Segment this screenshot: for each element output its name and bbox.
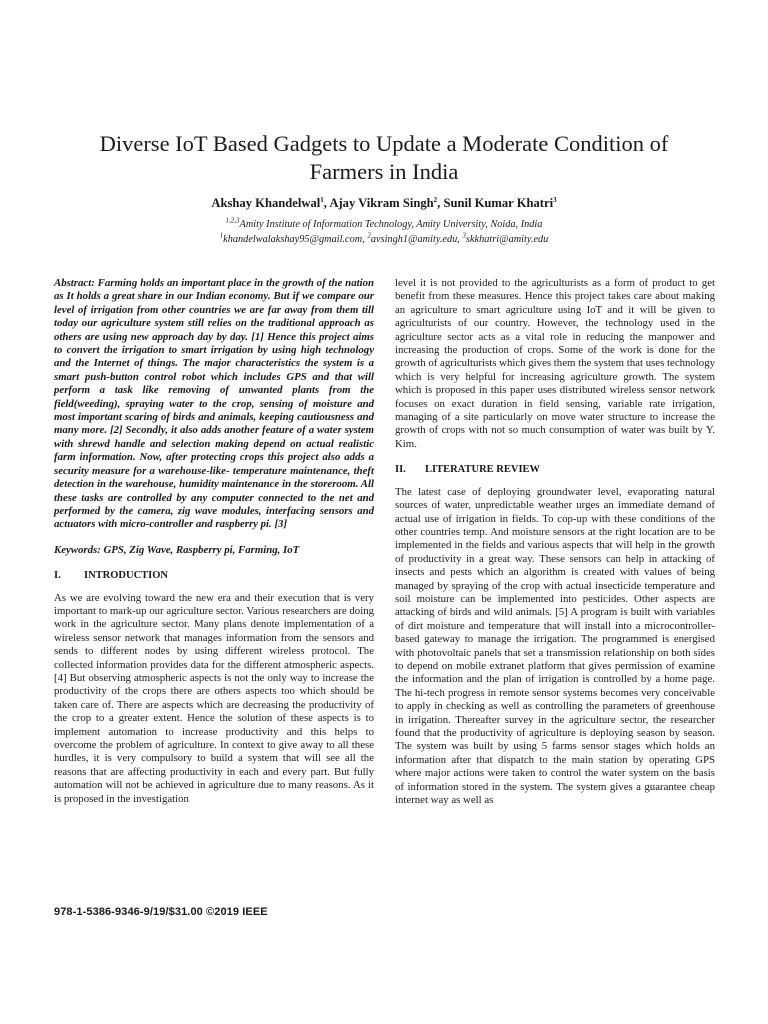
- author-email: avsingh1@amity.edu: [370, 234, 458, 245]
- author-sup: 2: [433, 195, 438, 204]
- affiliation-text: Amity Institute of Information Technology, Amity University, Noida, India: [239, 219, 543, 230]
- author-list: Akshay Khandelwal$^1$, Ajay Vikram Singh$^2$, Sunil Kumar Khatri$^3$: [211, 195, 557, 210]
- email-sup: 3: [462, 231, 466, 240]
- author-name: Ajay Vikram Singh: [329, 196, 434, 210]
- author-sup: 3: [553, 195, 557, 204]
- keywords: Keywords: GPS, Zig Wave, Raspberry pi, Farming, IoT: [54, 543, 300, 556]
- affiliation-sup: 1,2,3: [225, 216, 240, 225]
- section-number: I.: [54, 570, 61, 582]
- section-heading: [54, 569, 374, 582]
- author-sup: 1: [320, 195, 324, 204]
- section-body: The latest case of deploying groundwater level, evaporating natural sources of water, unpredictable weather urges an immediate demand of actual use of irrigation in fields. To cop-up with these conditions of the other countries temp. And moisture sensors at the right location are to be implemented in the fields and various aspects that will help in the growth of productivity in a great way. These sensors can help in attacking of insects and pests which an algorithm is created with values of being managed by spraying of the crop with actual insecticide temperature and soil moisture can be implemented into pesticides. Other aspects are attacking of birds and wild animals. [5] A program is built with variables of dirt moisture and temperature that will install into a microcontroller-based gateway to manage the irrigation. The programmed is energised with photovoltaic panels that set a transmission relationship on both sides to depend on mobile extranet platform that gives permission of examine the information and the plan of irrigation is controlled by a home page. The hi-tech progress in remote sensor systems becomes very conceivable to apply in checking as well as controlling the parameters of greenhouse in irrigation. Thereafter survey in the agriculture sector, the researcher found that the productivity of agriculture is deploying season by season. The system was built by using 5 farms sensor stages which holds an information after that dispatch to the main station by operating GPS where major actions were taken to control the water system on the basis of information stored in the system. The system gives a guarantee cheap internet way as well as: [395, 485, 715, 807]
- email-line: $^1$khandelwalakshay95@gmail.com, $^2$avsingh1@amity.edu, $^3$skkhatri@amity.edu: [219, 231, 549, 245]
- author-name: Sunil Kumar Khatri: [443, 196, 554, 210]
- author-email: khandelwalakshay95@gmail.com: [223, 234, 363, 245]
- paper-title: Diverse IoT Based Gadgets to Update a Moderate Condition of Farmers in India: [99, 131, 669, 184]
- section-title: LITERATURE REVIEW: [425, 464, 541, 476]
- affiliation-line: [84, 217, 684, 232]
- section-body: As we are evolving toward the new era and their execution that is very important to mark-up our agriculture sector. Various researchers are doing work in the agriculture sector. Many plans denote implementation of a wireless sensor network that manages information from the sensors and sends to different nodes by using different wireless protocol. The collected information provides data for the different atmospheric aspects. [4] But observing atmospheric aspects is not the only way to increase the productivity of the crops there are others aspects too which should be taken care of. There are aspects which are decreasing the productivity of the crop to a greater extent. Hence the solution of these aspects is to implement automation to increase productivity and this helps to overcome the problem of agriculture. In context to give away to all these hurdles, it is very compulsory to build a system that will see all the reasons that are affecting productivity in each and every part. But fully automation will not be achieved in agriculture due to many reasons. As it is proposed in the investigation: [54, 591, 374, 805]
- section-heading: [395, 463, 715, 476]
- copyright-footer: 978-1-5386-9346-9/19/$31.00 ©2019 IEEE: [54, 906, 268, 918]
- affiliation-block: [84, 217, 684, 247]
- section-number: II.: [395, 464, 406, 476]
- body-paragraph: level it is not provided to the agriculturists as a form of product to get benefit from these measures. Hence this project takes care about making an agriculture to smart agriculture using IoT and it will be given to agriculturists of our country. However, the technology used in the agriculture sector acts as a vital role in reducing the manpower and increasing the production of crops. Some of the work is done for the growth of agriculturists which gives them the system that uses technology which is very helpful for increasing agriculture growth. The system which is proposed in this paper uses distributed wireless sensor network focuses on exact duration in field sensing, variable rate irrigation, managing of a site particularly on move water structure to increase the growth of crops with not so much consumption of water was built by Y. Kim.: [395, 277, 715, 450]
- right-column: [395, 277, 715, 807]
- email-sup: 2: [367, 231, 371, 240]
- email-sup: 1: [219, 231, 224, 240]
- author-name: Akshay Khandelwal: [211, 196, 321, 210]
- left-column: [54, 277, 374, 806]
- abstract: Abstract: Farming holds an important place in the growth of the nation as It holds a great share in our Indian economy. But if we compare our level of irrigation from other countries we are far away from them till today our agriculture system still relies on the traditional approach as others are using new approach day by day. [1] Hence this project aims to convert the irrigation to smart irrigation by using high technology and the Internet of things. The major characteristics the system is a smart push-button control robot which includes GPS and that will perform a task like removing of unwanted plants from the field(weeding), spraying water to the crop, sensing of moisture and most important scaring of birds and animals, keeping cautiousness and many more. [2] Secondly, it also adds another feature of a water system with shrewd handle and selection making depend on actual realistic farm information. Now, after protecting crops this project also adds a security measure for a warehouse-like- temperature maintenance, theft detection in the warehouse, humidity maintenance in the storeroom. All these tasks are controlled by any computer connected to the net and performed by the camera, zig wave modules, interfacing sensors and actuators with micro-controller and raspberry pi. [3]: [54, 277, 374, 531]
- section-title: INTRODUCTION: [84, 570, 169, 582]
- author-email: skkhatri@amity.edu: [465, 234, 549, 245]
